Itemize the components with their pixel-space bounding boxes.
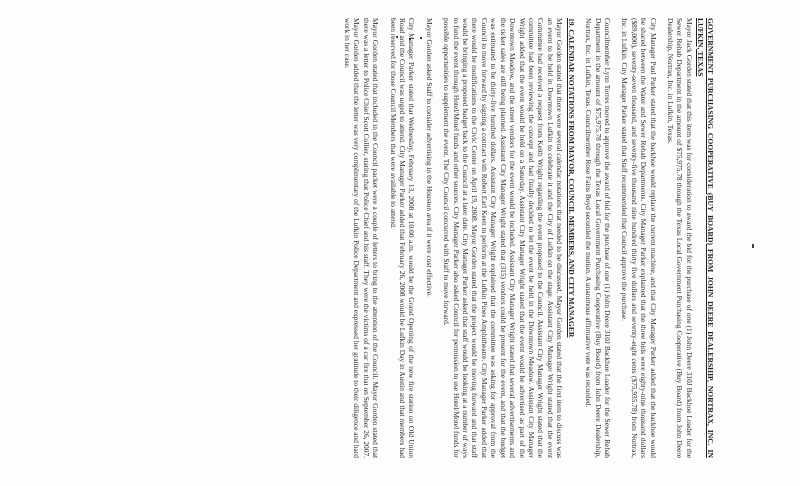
scan-speck [752,244,754,248]
paragraph-city-manager-backhoe: City Manager Paul Parker stated that the backhoe would replace the current machine, and that City Manager Parker added that the backhoe would be shared between the Water and Sewer Rehab Departments. City Manager Parker explained that the three bids were eighty-nine thousand dollars ($89,000), seventy-seven thousand, and seventy-five thousand nine hundred thirty five dollars and seventy-eight cents ($75,935.78) from Nortrax, Inc. in Lufkin. City Manager Parker stated that Staff recommended that Council approve the purchase. [620,18,658,458]
paragraph-houston-advertising: Mayor Gorden asked Staff to consider advertising in the Houston area if it were cost effective. [424,18,434,297]
paragraph-bid-description: Mayor Jack Gorden stated that this item was for consideration to award the bid for the purchase of one (1) John Deere 310J Backhoe Loader for the Sewer Rehab Department in the amount of $75,975.78 through the Texas Local Government Purchasing Cooperative (Buy Board) from John Deere Dealership, Nortrax, Inc. in Lufkin, Texas. [666,18,694,458]
section-heading-buy-board: GOVERNMENT PURCHASING COOPERATIVE (BUY BOARD) FROM JOHN DEERE DEALERSHIP, NORTRAX, INC. IN LUFKIN, TEXAS [696,18,715,458]
paragraph-council-letters: Mayor Gorden stated that included in the Council packet were a couple of letters to bring to the attention of the Council. Mayor Gorden stated that there was a letter to Police Chief Scott Collier, stating that Police Chief and his staff. They were the victims of a car fire that on September 26, 2007. Mayor Gorden added that the letter was very complimentary of the Lufkin Police Department and expressed her gratitude to their diligence and hard work in her case. [343,18,381,458]
paragraph-fire-station-opening: City Manager Parker stated that Wednesday, February 13, 2008 at 10:00 a.m. would be the Grand Opening of the new fire station on Old Union Road and the Council was urged to attend. City Manager Parker added that February 26, 2008 would be Lufkin Day in Austin and that members had been reserved for those Council Members that were available to attend. [388,18,417,458]
paragraph-downtown-event: Mayor Gorden stated that there were several calendar notations that needed to be discussed. Mayor Gorden stated that the first item to discuss was an event to be held in Downtown Lufkin to celebrate it and the City of Lufkin on the stage. Assistant City Manager Wright stated that the event Committee had received a request from Keith Wright regarding the event proposed to the Council. Assistant City Manager Wright stated that the committee had been reviewing the concept and had finally decided to let the event be held in the Downtown Meadow. Assistant City Manager Wright added that the event would be held on a Saturday. Assistant City Manager Wright stated that the event would be advertised as part of the Downtown Meadow, and the street vendors for the event would be included. Assistant City Manager Wright stated that several advertisements and the ticket sales are still being planned. Assistant City Manager Wright stated that (315) vendors could be present for the event, and that the budget was estimated to be thirty-five hundred dollars. Assistant City Manager Wright explained that the committee was asking for approval from the Council to move forward by signing a contract with Robert Earl Keen to perform at the Lufkin Pines Amphitheatre. City Manager Parker added that there would be modifications to the Civic Center on April 19, 2008. Mayor Gorden stated that the project would be moving forward and that staff would be bringing a proposed budget back to the Council at a later date. City Manager Parker asked that staff would be looking at a number of ways to fund the event through Hotel/Motel funds and other sources. City Manager Parker also asked Council for permission to use Hotel/Motel funds for possible opportunities to supplement the event. The City Council concurred with Staff to move forward. [442,18,565,458]
rotated-text-block [65,18,715,458]
section-heading-calendar-notations: 19. CALENDAR NOTATIONS FROM MAYOR, COUNCIL MEMBERS, AND CITY MANAGER [566,18,576,338]
paragraph-motion-approval: Councilmember Lynn Torres moved to approve the award of bid for the purchase of one (1) John Deere 310J Backhoe Loader for the Sewer Rehab Department in the amount of $75,975.78 through the Texas Local Government Purchasing Cooperative (Buy Board) from John Deere Dealership, Nortrax, Inc. in Lufkin, Texas. Councilmember Rose Fains Boyd seconded the motion. A unanimous affirmative vote was recorded. [584,18,612,458]
